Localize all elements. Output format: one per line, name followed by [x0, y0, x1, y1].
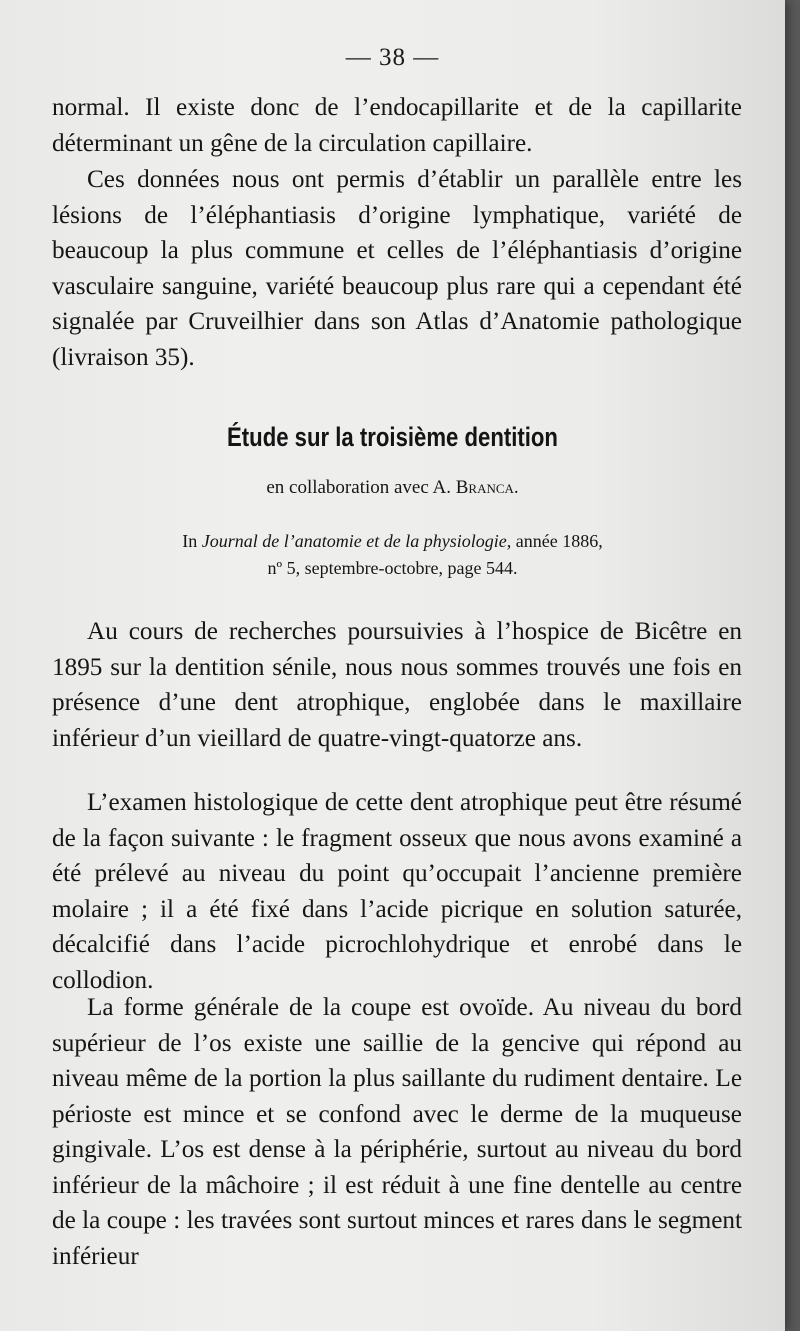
journal-reference — [0, 528, 785, 582]
collab-author: Branca — [455, 477, 514, 498]
paragraph-text: normal. Il existe donc de l’endocapillarite et de la capillarite déterminant un gêne de la circulation capillaire. — [52, 94, 742, 157]
ref-year: année 1886, — [511, 531, 603, 551]
collab-suffix: . — [513, 477, 519, 498]
journal-reference-line-1 — [0, 528, 785, 555]
paragraph-text: Ces données nous ont permis d’établir un parallèle entre les lésions de l’éléphantiasis d’origine lymphatique, variété de beaucoup la plus commune et celles de l’éléphantiasis d’origine vasculaire sanguine, variété beaucoup plus rare qui a cependant été signalée par Cruveilhier dans son Atlas d’Anatomie pathologique (livraison 35). — [52, 166, 742, 371]
paragraph-text: L’examen histologique de cette dent atrophique peut être résumé de la façon suivante : le fragment osseux que nous avons examiné a été prélevé au niveau du point qu’occupait l’ancienne première molaire ; il a été fixé dans l’acide picrique en solution saturée, décalcifié dans l’acide picrochlohydrique et enrobé dans le collodion. — [52, 789, 742, 994]
paragraph-examen — [52, 785, 742, 998]
paragraph-forme — [52, 990, 742, 1274]
paragraph-text: La forme générale de la coupe est ovoïde. Au niveau du bord supérieur de l’os existe une saillie de la gencive qui répond au niveau même de la portion la plus saillante du rudiment dentaire. Le périoste est mince et se confond avec le derme de la muqueuse gingivale. L’os est dense à la périphérie, surtout au niveau du bord inférieur de la mâchoire ; il est réduit à une fine dentelle au centre de la coupe : les travées sont surtout minces et rares dans le segment inférieur — [52, 994, 742, 1270]
section-title: Étude sur la troisième dentition — [227, 422, 558, 452]
page-number: — 38 — — [345, 44, 440, 71]
collaboration-line — [0, 477, 785, 499]
paragraph-au-cours — [52, 614, 742, 756]
collab-prefix: en collaboration avec A. — [266, 477, 456, 498]
paragraph-continuation — [52, 90, 742, 161]
paragraph-text: Au cours de recherches poursuivies à l’hospice de Bicêtre en 1895 sur la dentition sénile, nous nous sommes trouvés une fois en présence d’une dent atrophique, englobée dans le maxillaire inférieur d’un vieillard de quatre-vingt-quatorze ans. — [52, 618, 742, 752]
journal-title: Journal de l’anatomie et de la physiologie, — [201, 531, 512, 551]
ref-in: In — [182, 531, 202, 551]
journal-reference-line-2: nº 5, septembre-octobre, page 544. — [267, 558, 518, 578]
paragraph-ces-donnees — [52, 162, 742, 375]
